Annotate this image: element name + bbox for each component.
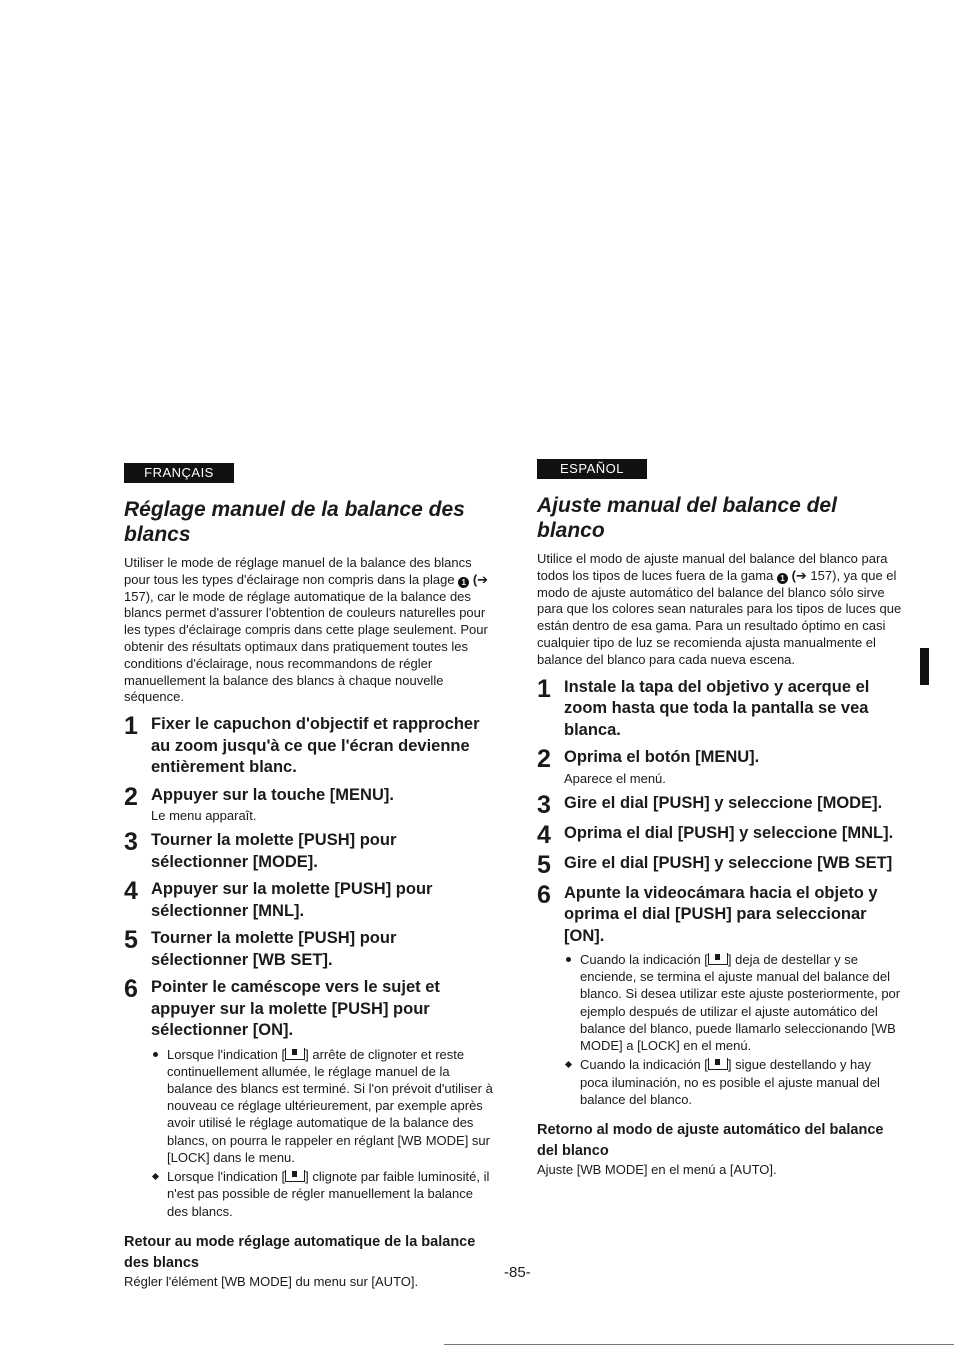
step-6 bbox=[124, 977, 494, 1222]
step-text: Gire el dial [PUSH] y seleccione [WB SET] bbox=[564, 853, 893, 872]
step-4 bbox=[537, 820, 902, 849]
step-6-notes bbox=[564, 951, 902, 1108]
step-text: Tourner la molette [PUSH] pour sélectionner [MODE]. bbox=[151, 831, 397, 871]
language-badge-french: FRANÇAIS bbox=[124, 463, 234, 483]
spanish-column bbox=[537, 459, 902, 1178]
arrow-reference: (➔ bbox=[791, 567, 807, 583]
range-circle-icon: 1 bbox=[458, 577, 469, 588]
intro-text-b: 157), ya que el modo de ajuste automático del balance del blanco sólo sirve para que los colores sean naturales para los tipos de luces que están dentro de esa gama. Para un resultado óptimo en casi cualquier tipo de luz se recomienda ajusta manualmente el balance del blanco para cada nueva escena. bbox=[537, 567, 902, 667]
note-text-b: ] clignote par faible luminosité, il n'est pas possible de régler manuellement la balance des blancs. bbox=[167, 1169, 490, 1219]
step-5 bbox=[124, 928, 494, 971]
step-3 bbox=[537, 790, 902, 819]
section-title-french: Réglage manuel de la balance des blancs bbox=[124, 498, 465, 546]
return-text-french: Régler l'élément [WB MODE] du menu sur [AUTO]. bbox=[124, 1273, 419, 1289]
step-text: Appuyer sur la touche [MENU]. bbox=[151, 785, 394, 804]
step-number: 2 bbox=[124, 782, 138, 811]
step-text: Oprima el botón [MENU]. bbox=[564, 748, 760, 767]
return-text-spanish: Ajuste [WB MODE] en el menú a [AUTO]. bbox=[537, 1161, 777, 1177]
step-6 bbox=[537, 880, 902, 1110]
arrow-reference: (➔ bbox=[472, 571, 489, 587]
step-number: 3 bbox=[124, 828, 138, 857]
white-balance-icon bbox=[708, 953, 728, 965]
return-heading-french: Retour au mode réglage automatique de la balance des blancs bbox=[124, 1233, 476, 1271]
step-2 bbox=[124, 782, 494, 825]
step-number: 6 bbox=[124, 975, 138, 1004]
step-text: Instale la tapa del objetivo y acerque el zoom hasta que toda la pantalla se vea blanca. bbox=[564, 677, 870, 739]
intro-text-a: Utilice el modo de ajuste manual del balance del blanco para todos los tipos de luces fuera de la gama bbox=[537, 551, 888, 583]
step-text: Gire el dial [PUSH] y seleccione [MODE]. bbox=[564, 793, 883, 812]
step-6-notes bbox=[151, 1046, 494, 1220]
step-4 bbox=[124, 879, 494, 922]
step-number: 3 bbox=[537, 790, 551, 819]
white-balance-icon bbox=[285, 1170, 305, 1182]
step-text: Fixer le capuchon d'objectif et rapprocher au zoom jusqu'à ce que l'écran devienne entièrement blanc. bbox=[151, 715, 480, 777]
bottom-divider bbox=[444, 1344, 954, 1345]
step-number: 4 bbox=[124, 877, 138, 906]
step-number: 6 bbox=[537, 880, 551, 909]
note-text-a: Lorsque l'indication [ bbox=[167, 1169, 286, 1185]
white-balance-icon bbox=[285, 1048, 305, 1060]
intro-paragraph-spanish bbox=[537, 551, 902, 669]
intro-text-b: 157), car le mode de réglage automatique de la balance des blancs permet d'assurer l'obtention de couleurs naturelles pour les types d'éclairage compris dans cette plage seulement. Pour obtenir des résultats optimaux dans pratiquement toutes les conditions d'éclairage, nous recommandons de régler manuellement la balance des blancs à chaque nouvelle séquence. bbox=[124, 588, 488, 705]
range-circle-icon: 1 bbox=[777, 573, 788, 584]
step-text: Apunte la videocámara hacia el objeto y oprima el dial [PUSH] para seleccionar [ON]. bbox=[564, 883, 878, 945]
step-text: Oprima el dial [PUSH] y seleccione [MNL]. bbox=[564, 823, 894, 842]
step-2 bbox=[537, 747, 902, 787]
step-number: 1 bbox=[124, 712, 138, 741]
step-text: Tourner la molette [PUSH] pour sélectionner [WB SET]. bbox=[151, 929, 397, 969]
step-text: Pointer le caméscope vers le sujet et appuyer sur la molette [PUSH] pour sélectionner [ON]. bbox=[151, 978, 440, 1040]
intro-text-a: Utiliser le mode de réglage manuel de la balance des blancs pour tous les types d'éclairage non compris dans la plage bbox=[124, 555, 472, 587]
note-item bbox=[564, 1056, 902, 1108]
step-number: 1 bbox=[537, 674, 551, 703]
language-badge-spanish: ESPAÑOL bbox=[537, 459, 647, 479]
step-note: Le menu apparaît. bbox=[151, 808, 257, 824]
note-text-a: Lorsque l'indication [ bbox=[167, 1046, 286, 1062]
step-note: Aparece el menú. bbox=[564, 770, 666, 786]
french-column bbox=[124, 463, 494, 1290]
step-5 bbox=[537, 850, 902, 879]
note-text-b: ] arrête de clignoter et reste continuellement allumée, le réglage manuel de la balance des blancs est terminé. Si l'on prévoit d'utiliser à nouveau ce réglage ultérieurement, par exemple après avoir utilisé le réglage automatique de la balance des blancs, on pourra le rappeler en réglant [WB MODE] sur [LOCK] dans le menu. bbox=[167, 1046, 493, 1165]
step-text: Appuyer sur la molette [PUSH] pour sélectionner [MNL]. bbox=[151, 880, 433, 920]
step-1 bbox=[537, 674, 902, 742]
step-number: 2 bbox=[537, 745, 551, 774]
intro-paragraph-french bbox=[124, 555, 494, 706]
step-1 bbox=[124, 714, 494, 779]
section-title-spanish: Ajuste manual del balance del blanco bbox=[537, 494, 837, 542]
note-text-a: Cuando la indicación [ bbox=[580, 1057, 708, 1073]
white-balance-icon bbox=[708, 1058, 728, 1070]
step-number: 4 bbox=[537, 820, 551, 849]
step-number: 5 bbox=[124, 926, 138, 955]
note-text-b: ] sigue destellando y hay poca iluminación, no es posible el ajuste manual del balance del blanco. bbox=[580, 1057, 880, 1107]
note-item bbox=[151, 1046, 494, 1166]
note-text-b: ] deja de destellar y se enciende, se termina el ajuste manual del balance del blanco. Si desea utilizar este ajuste posteriormente, por ejemplo después de utilizar el ajuste automático del balance del blanco, puede llamarlo seleccionando [WB MODE] a [LOCK] en el menú. bbox=[580, 952, 901, 1054]
note-text-a: Cuando la indicación [ bbox=[580, 952, 708, 968]
page-number: -85- bbox=[504, 1264, 531, 1281]
section-edge-marker bbox=[920, 648, 929, 685]
note-item bbox=[151, 1168, 494, 1220]
return-heading-spanish: Retorno al modo de ajuste automático del balance del blanco bbox=[537, 1121, 884, 1159]
step-3 bbox=[124, 830, 494, 873]
step-number: 5 bbox=[537, 850, 551, 879]
note-item bbox=[564, 951, 902, 1054]
